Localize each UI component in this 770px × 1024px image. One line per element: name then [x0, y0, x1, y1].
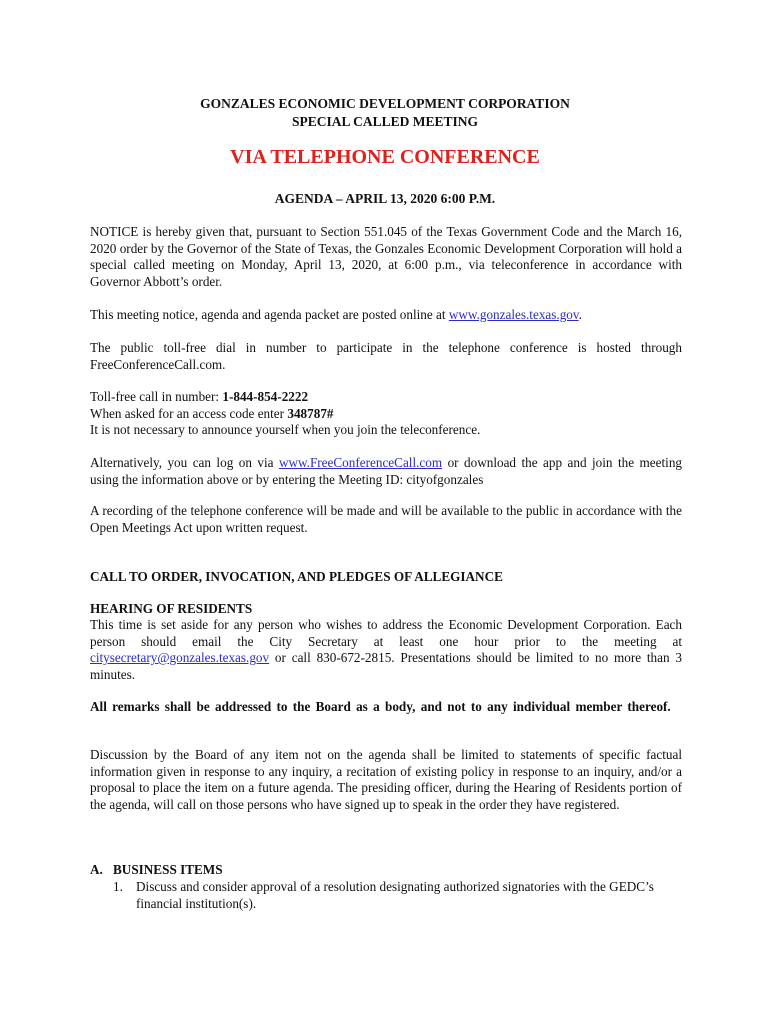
dialin-paragraph: The public toll-free dial in number to participate in the telephone conference is hosted through FreeConferenceCall.com.	[90, 340, 682, 372]
hearing-paragraph	[90, 617, 682, 683]
gonzales-website-link[interactable]: www.gonzales.texas.gov	[448, 307, 579, 322]
meeting-type: SPECIAL CALLED MEETING	[291, 114, 479, 129]
alternative-paragraph	[90, 455, 682, 488]
posted-suffix: .	[578, 307, 582, 322]
access-code-label: When asked for an access code enter	[90, 405, 288, 421]
posted-paragraph	[90, 307, 682, 324]
hearing-text-suffix: or call 830-672-2815. Presentations should be limited to no more than 3 minutes.	[90, 650, 682, 682]
business-letter: A.	[90, 862, 103, 877]
alt-suffix: or download the app and join the meeting using the information above or by entering the Meeting ID: cityofgonzales	[90, 455, 683, 487]
remarks-statement: All remarks shall be addressed to the Board as a body, and not to any individual member thereof.	[90, 699, 671, 714]
tollfree-line	[90, 389, 682, 406]
alt-prefix: Alternatively, you can log on via	[90, 455, 279, 470]
posted-prefix: This meeting notice, agenda and agenda packet are posted online at	[90, 307, 449, 322]
access-code-line	[90, 406, 682, 423]
business-item-number: 1.	[113, 879, 123, 894]
hearing-heading: HEARING OF RESIDENTS	[90, 601, 253, 616]
agenda-date: AGENDA – APRIL 13, 2020 6:00 P.M.	[274, 191, 496, 206]
recording-paragraph: A recording of the telephone conference will be made and will be available to the public in accordance with the Open Meetings Act upon written request.	[90, 503, 682, 535]
call-to-order-heading: CALL TO ORDER, INVOCATION, AND PLEDGES OF ALLEGIANCE	[90, 569, 503, 584]
business-heading: BUSINESS ITEMS	[113, 862, 223, 877]
tollfree-number: 1-844-854-2222	[222, 389, 309, 404]
hearing-text: This time is set aside for any person who wishes to address the Economic Development Corporation. Each person should email the City Secretary at least one hour prior to the meeting at	[90, 617, 682, 649]
announce-note: It is not necessary to announce yourself when you join the teleconference.	[90, 422, 481, 438]
access-code: 348787#	[287, 405, 334, 421]
notice-paragraph: NOTICE is hereby given that, pursuant to Section 551.045 of the Texas Government Code and the March 16, 2020 order by the Governor of the State of Texas, the Gonzales Economic Development Corporation will hold a special called meeting on Monday, April 13, 2020, at 6:00 p.m., via teleconference in accordance with Governor Abbott’s order.	[90, 224, 682, 289]
discussion-paragraph: Discussion by the Board of any item not on the agenda shall be limited to statements of specific factual information given in response to any inquiry, a recitation of existing policy in response to an inquiry, and/or a proposal to place the item on a future agenda. The presiding officer, during the Hearing of Residents portion of the agenda, will call on those persons who have signed up to speak in the order they have registered.	[90, 747, 682, 812]
call-info	[90, 389, 682, 439]
city-secretary-email-link[interactable]: citysecretary@gonzales.texas.gov	[90, 650, 270, 666]
freeconferencecall-link[interactable]: www.FreeConferenceCall.com	[278, 455, 443, 470]
tollfree-label: Toll-free call in number:	[90, 389, 223, 404]
org-name: GONZALES ECONOMIC DEVELOPMENT CORPORATION	[200, 96, 570, 111]
business-item-text: Discuss and consider approval of a resolution designating authorized signatories with the GEDC’s financial institution(s).	[136, 879, 654, 911]
page-title: VIA TELEPHONE CONFERENCE	[230, 146, 540, 168]
